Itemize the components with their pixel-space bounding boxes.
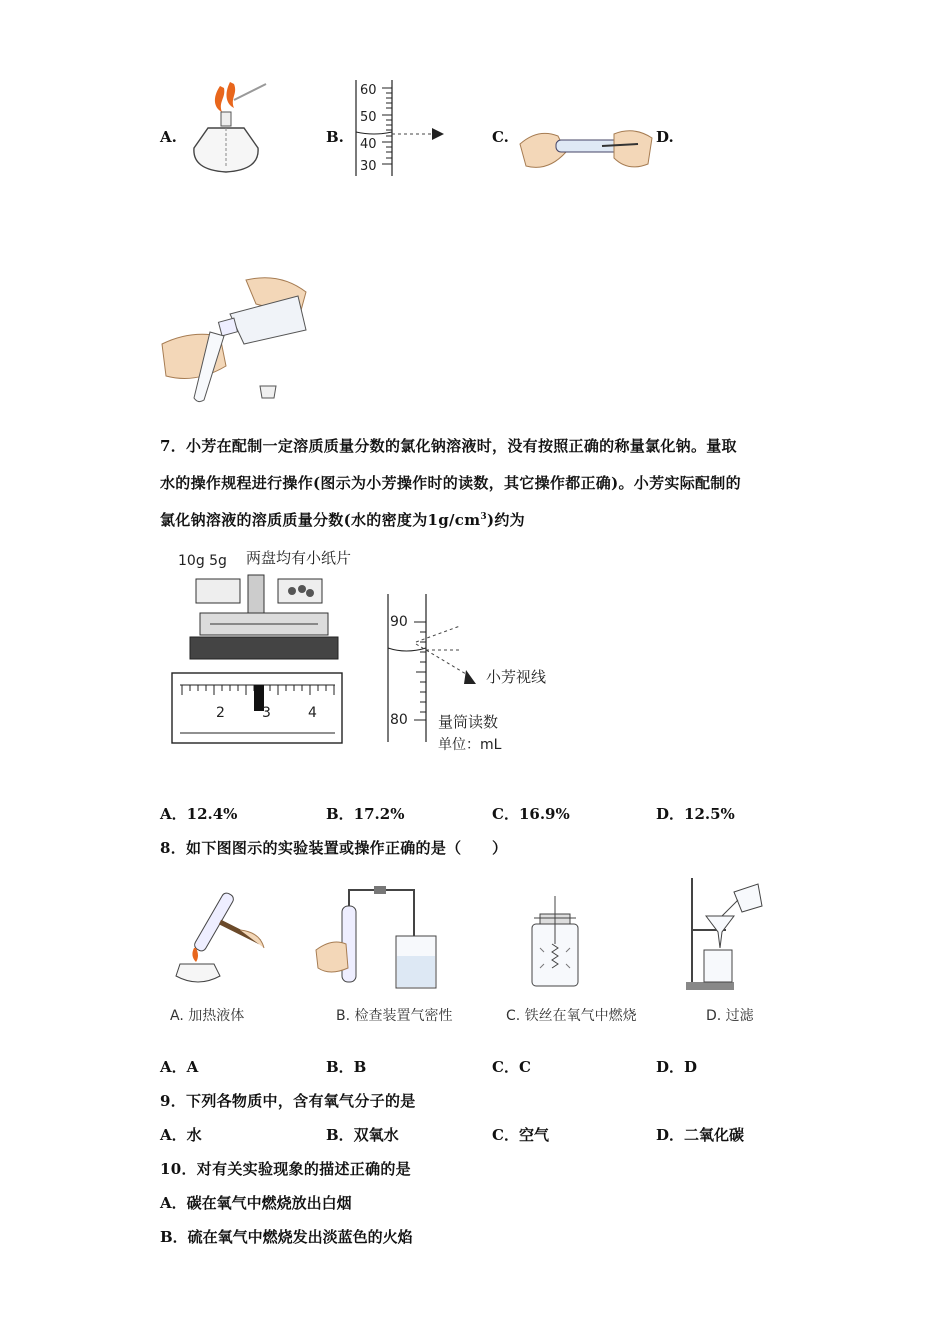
q10-stem: 10．对有关实验现象的描述正确的是 <box>160 1160 411 1178</box>
q8-caption-a: A. 加热液体 <box>170 1008 245 1024</box>
airtightness-check-figure <box>312 884 442 992</box>
balance-figure <box>170 545 380 745</box>
q8-caption-c: C. 铁丝在氧气中燃烧 <box>506 1008 637 1024</box>
q6-option-c-label: C. <box>492 128 509 146</box>
sight-line-label: 小芳视线 <box>486 668 547 686</box>
cyl-tick-40: 40 <box>360 137 377 152</box>
q7-stem-line-3-post: )约为 <box>486 511 525 529</box>
scale-label-4: 4 <box>308 705 317 721</box>
q7-density-value: 1g/cm <box>427 511 481 529</box>
q7-option-a[interactable]: A．12.4% <box>160 805 238 823</box>
hands-test-tube-figure <box>518 124 656 176</box>
heating-liquid-figure <box>170 882 270 992</box>
iron-wire-burning-figure <box>528 894 584 992</box>
cylinder-view-figure <box>386 592 566 754</box>
scale-label-3: 3 <box>262 705 271 721</box>
scale-label-2: 2 <box>216 705 225 721</box>
q7-density-exponent: 3 <box>480 512 487 522</box>
q10-option-a[interactable]: A．碳在氧气中燃烧放出白烟 <box>160 1194 352 1212</box>
q7-stem-line-3-pre: 氯化钠溶液的溶质质量分数(水的密度为 <box>160 511 428 529</box>
q7-stem-line-3 <box>160 509 525 530</box>
q6-option-b-label: B. <box>326 128 344 146</box>
cyl-bottom-label: 80 <box>390 712 408 728</box>
q8-caption-b: B. 检查装置气密性 <box>336 1008 453 1024</box>
q9-option-b[interactable]: B．双氧水 <box>326 1126 399 1144</box>
q8-caption-d: D. 过滤 <box>706 1008 754 1024</box>
q9-option-c[interactable]: C．空气 <box>492 1126 549 1144</box>
q6-option-d-label: D. <box>656 128 674 146</box>
unit-label: 单位：mL <box>438 737 502 753</box>
q9-stem: 9．下列各物质中，含有氧气分子的是 <box>160 1092 416 1110</box>
q6-option-a-label: A. <box>160 128 177 146</box>
cyl-tick-50: 50 <box>360 110 377 125</box>
alcohol-lamp-lighting-figure <box>190 78 270 180</box>
q7-stem-line-1: 7．小芳在配制一定溶质质量分数的氯化钠溶液时，没有按照正确的称量氯化钠。量取 <box>160 437 737 455</box>
q8-option-a[interactable]: A．A <box>160 1058 199 1076</box>
q8-option-d[interactable]: D．D <box>656 1058 698 1076</box>
q7-stem-line-2: 水的操作规程进行操作(图示为小芳操作时的读数，其它操作都正确)。小芳实际配制的 <box>160 474 741 492</box>
q8-stem: 8．如下图图示的实验装置或操作正确的是（ ） <box>160 839 508 857</box>
filtration-figure <box>686 876 766 992</box>
cyl-top-label: 90 <box>390 614 408 630</box>
q7-option-c[interactable]: C．16.9% <box>492 805 570 823</box>
q8-option-b[interactable]: B．B <box>326 1058 367 1076</box>
pouring-liquid-figure <box>160 274 310 404</box>
cyl-tick-30: 30 <box>360 159 377 174</box>
eye-icon <box>464 670 476 684</box>
cyl-tick-60: 60 <box>360 83 377 98</box>
q10-option-b[interactable]: B．硫在氧气中燃烧发出淡蓝色的火焰 <box>160 1228 413 1246</box>
q7-option-d[interactable]: D．12.5% <box>656 805 735 823</box>
cylinder-reading-figure <box>352 78 452 178</box>
cylinder-reading-label: 量筒读数 <box>438 713 499 731</box>
weights-label: 10g 5g <box>178 553 227 569</box>
q9-option-d[interactable]: D．二氧化碳 <box>656 1126 745 1144</box>
eye-icon <box>432 128 444 140</box>
q8-option-c[interactable]: C．C <box>492 1058 531 1076</box>
paper-note-label: 两盘均有小纸片 <box>246 549 352 567</box>
q9-option-a[interactable]: A．水 <box>160 1126 202 1144</box>
q7-option-b[interactable]: B．17.2% <box>326 805 405 823</box>
